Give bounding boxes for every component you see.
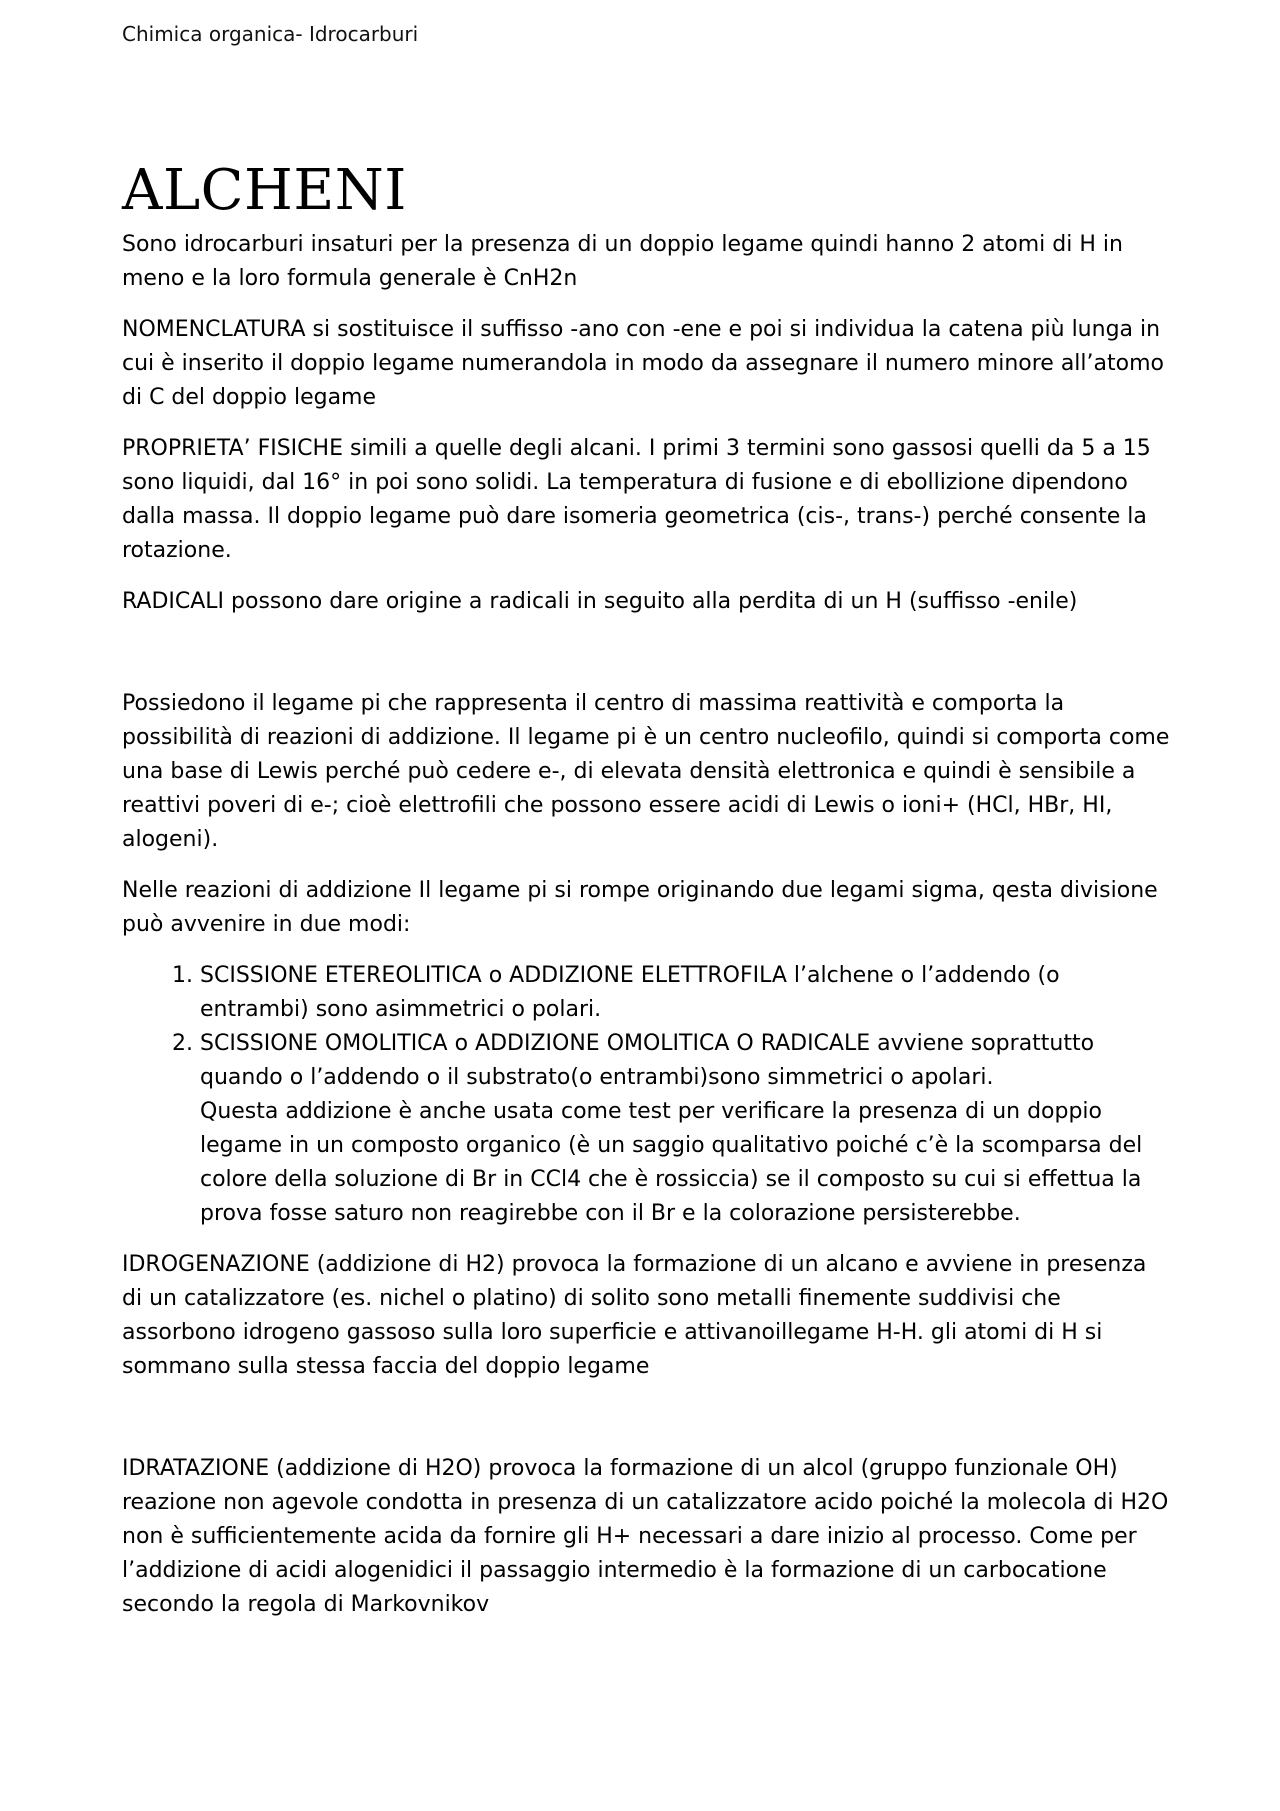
paragraph-proprieta-fisiche: PROPRIETA’ FISICHE simili a quelle degli alcani. I primi 3 termini sono gassosi quelli da 5 a 15 sono liquidi, dal 16° in poi sono solidi. La temperatura di fusione e di ebollizione dipendono dalla massa. Il doppio legame può dare isomeria geometrica (cis-, trans-) perché consente la rotazione. xyxy=(122,436,1151,563)
paragraph-nomenclatura: NOMENCLATURA si sostituisce il suffisso -ano con -ene e poi si individua la catena più lunga in cui è inserito il doppio legame numerandola in modo da assegnare il numero minore all’atomo di C del doppio legame xyxy=(122,317,1164,410)
document-body xyxy=(122,160,1172,1639)
list-item xyxy=(200,959,1172,1027)
paragraph-radicali: RADICALI possono dare origine a radicali in seguito alla perdita di un H (suffisso -enile) xyxy=(122,589,1078,614)
blank-space xyxy=(122,636,1172,687)
list-item-continuation: Questa addizione è anche usata come test per verificare la presenza di un doppio legame in un composto organico (è un saggio qualitativo poiché c’è la scomparsa del colore della soluzione di Br in CCl4 che è rossiccia) se il composto su cui si effettua la prova fosse saturo non reagirebbe con il Br e la colorazione persisterebbe. xyxy=(200,1099,1143,1226)
list-item-text: SCISSIONE ETEREOLITICA o ADDIZIONE ELETTROFILA l’alchene o l’addendo (o entrambi) sono asimmetrici o polari. xyxy=(200,963,1060,1022)
document-title: ALCHENI xyxy=(122,158,407,223)
paragraph-intro: Sono idrocarburi insaturi per la presenza di un doppio legame quindi hanno 2 atomi di H in meno e la loro formula generale è CnH2n xyxy=(122,232,1123,291)
blank-space xyxy=(122,1401,1172,1452)
list-item xyxy=(200,1027,1172,1231)
paragraph-reazioni-addizione: Nelle reazioni di addizione Il legame pi si rompe originando due legami sigma, qesta divisione può avvenire in due modi: xyxy=(122,878,1158,937)
paragraph-idratazione: IDRATAZIONE (addizione di H2O) provoca la formazione di un alcol (gruppo funzionale OH) reazione non agevole condotta in presenza di un catalizzatore acido poiché la molecola di H2O non è sufficientemente acida da fornire gli H+ necessari a dare inizio al processo. Come per l’addizione di acidi alogenidici il passaggio intermedio è la formazione di un carbocatione secondo la regola di Markovnikov xyxy=(122,1456,1169,1617)
paragraph-idrogenazione: IDROGENAZIONE (addizione di H2) provoca la formazione di un alcano e avviene in presenza di un catalizzatore (es. nichel o platino) di solito sono metalli finemente suddivisi che assorbono idrogeno gassoso sulla loro superficie e attivanoillegame H-H. gli atomi di H si sommano sulla stessa faccia del doppio legame xyxy=(122,1252,1147,1379)
list-item-text: SCISSIONE OMOLITICA o ADDIZIONE OMOLITICA O RADICALE avviene soprattutto quando o l’addendo o il substrato(o entrambi)sono simmetrici o apolari. xyxy=(200,1031,1095,1090)
addition-types-list xyxy=(122,959,1172,1231)
page-header: Chimica organica- Idrocarburi xyxy=(122,22,419,46)
paragraph-legame-pi: Possiedono il legame pi che rappresenta il centro di massima reattività e comporta la possibilità di reazioni di addizione. Il legame pi è un centro nucleofilo, quindi si comporta come una base di Lewis perché può cedere e-, di elevata densità elettronica e quindi è sensibile a reattivi poveri di e-; cioè elettrofili che possono essere acidi di Lewis o ioni+ (HCl, HBr, HI, alogeni). xyxy=(122,691,1170,852)
